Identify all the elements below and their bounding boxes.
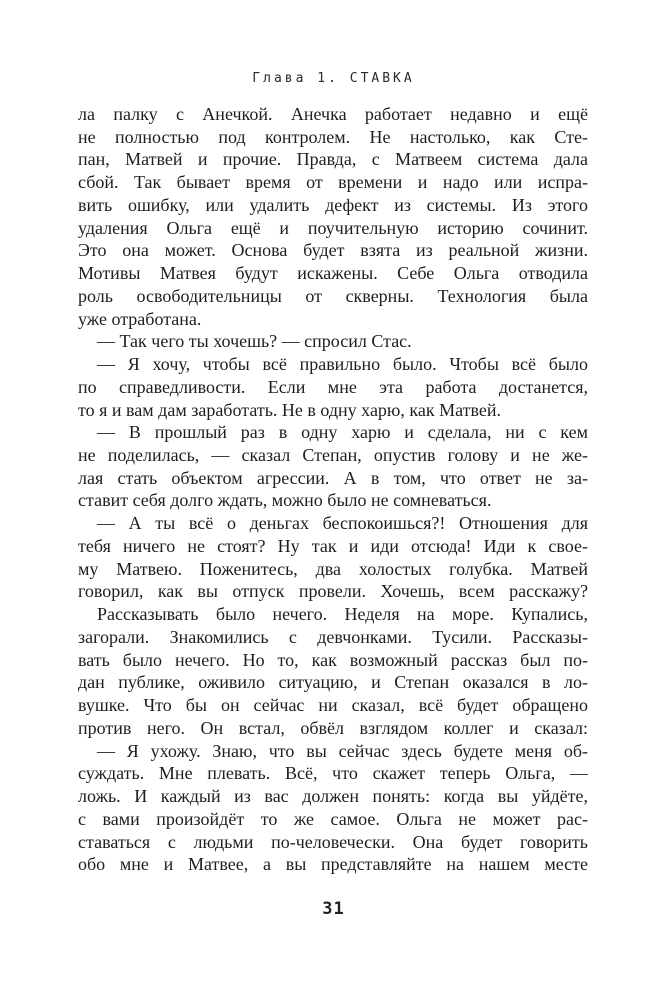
paragraph	[78, 512, 588, 603]
paragraph	[78, 103, 588, 330]
text-line: дан публике, оживило ситуацию, и Степан оказался в ло-	[78, 672, 588, 693]
text-line: — Я хочу, чтобы всё правильно было. Чтобы всё было	[97, 354, 588, 375]
text-line: Это она может. Основа будет взята из реальной жизни.	[78, 240, 588, 261]
text-line: ставаться с людьми по-человечески. Она будет говорить	[78, 831, 588, 852]
text-line: ложь. И каждый из вас должен понять: когда вы уйдёте,	[78, 786, 588, 807]
running-head: Глава 1. СТАВКА	[252, 71, 415, 86]
text-line: Мотивы Матвея будут искажены. Себе Ольга отводила	[78, 263, 588, 284]
text-line: пан, Матвей и прочие. Правда, с Матвеем система дала	[78, 149, 588, 170]
text-line: по справедливости. Если мне эта работа достанется,	[78, 376, 588, 397]
text-line: загорали. Знакомились с девчонками. Тусили. Рассказы-	[78, 626, 588, 647]
text-line: уже отработана.	[78, 308, 202, 329]
text-line: говорил, как вы отпуск провели. Хочешь, всем расскажу?	[78, 581, 588, 602]
page-number: 31	[322, 899, 345, 919]
text-line: — А ты всё о деньгах беспокоишься?! Отношения для	[97, 513, 588, 534]
text-line: — Так чего ты хочешь? — спросил Стас.	[97, 331, 412, 352]
text-line: сбой. Так бывает время от времени и надо или испра-	[78, 172, 588, 193]
text-line: тебя ничего не стоят? Ну так и иди отсюда! Иди к свое-	[78, 535, 588, 556]
text-line: удаления Ольга ещё и поучительную историю сочинит.	[78, 217, 588, 238]
paragraph	[78, 603, 588, 739]
text-line: ла палку с Анечкой. Анечка работает недавно и ещё	[78, 104, 588, 124]
text-line: обо мне и Матвее, а вы представляйте на нашем месте	[78, 854, 588, 875]
text-line: против него. Он встал, обвёл взглядом коллег и сказал:	[78, 717, 588, 738]
text-line: му Матвею. Поженитесь, два холостых голубка. Матвей	[78, 558, 588, 579]
paragraph	[78, 330, 588, 353]
text-line: то я и вам дам заработать. Не в одну харю, как Матвей.	[78, 399, 501, 420]
text-line: вушке. Что бы он сейчас ни сказал, всё будет обращено	[78, 695, 588, 716]
text-line: — Я ухожу. Знаю, что вы сейчас здесь будете меня об-	[97, 740, 588, 761]
text-line: лая стать объектом агрессии. А в том, что ответ не за-	[78, 467, 588, 488]
text-line: ставит себя долго ждать, можно было не сомневаться.	[78, 490, 492, 511]
text-line: с вами произойдёт то же самое. Ольга не может рас-	[78, 808, 588, 829]
text-line: не поделилась, — сказал Степан, опустив голову и не же-	[78, 445, 588, 466]
text-line: — В прошлый раз в одну харю и сделала, ни с кем	[97, 422, 588, 443]
text-line: вать было нечего. Но то, как возможный рассказ был по-	[78, 649, 588, 670]
page-body	[78, 103, 588, 876]
text-line: суждать. Мне плевать. Всё, что скажет теперь Ольга, —	[78, 763, 588, 784]
paragraph	[78, 421, 588, 512]
text-line: не полностью под контролем. Не настолько, как Сте-	[78, 126, 588, 147]
paragraph	[78, 353, 588, 421]
paragraph	[78, 740, 588, 876]
text-line: Рассказывать было нечего. Неделя на море. Купались,	[97, 604, 588, 625]
text-line: вить ошибку, или удалить дефект из системы. Из этого	[78, 194, 588, 215]
text-line: роль освободительницы от скверны. Технология была	[78, 285, 588, 306]
